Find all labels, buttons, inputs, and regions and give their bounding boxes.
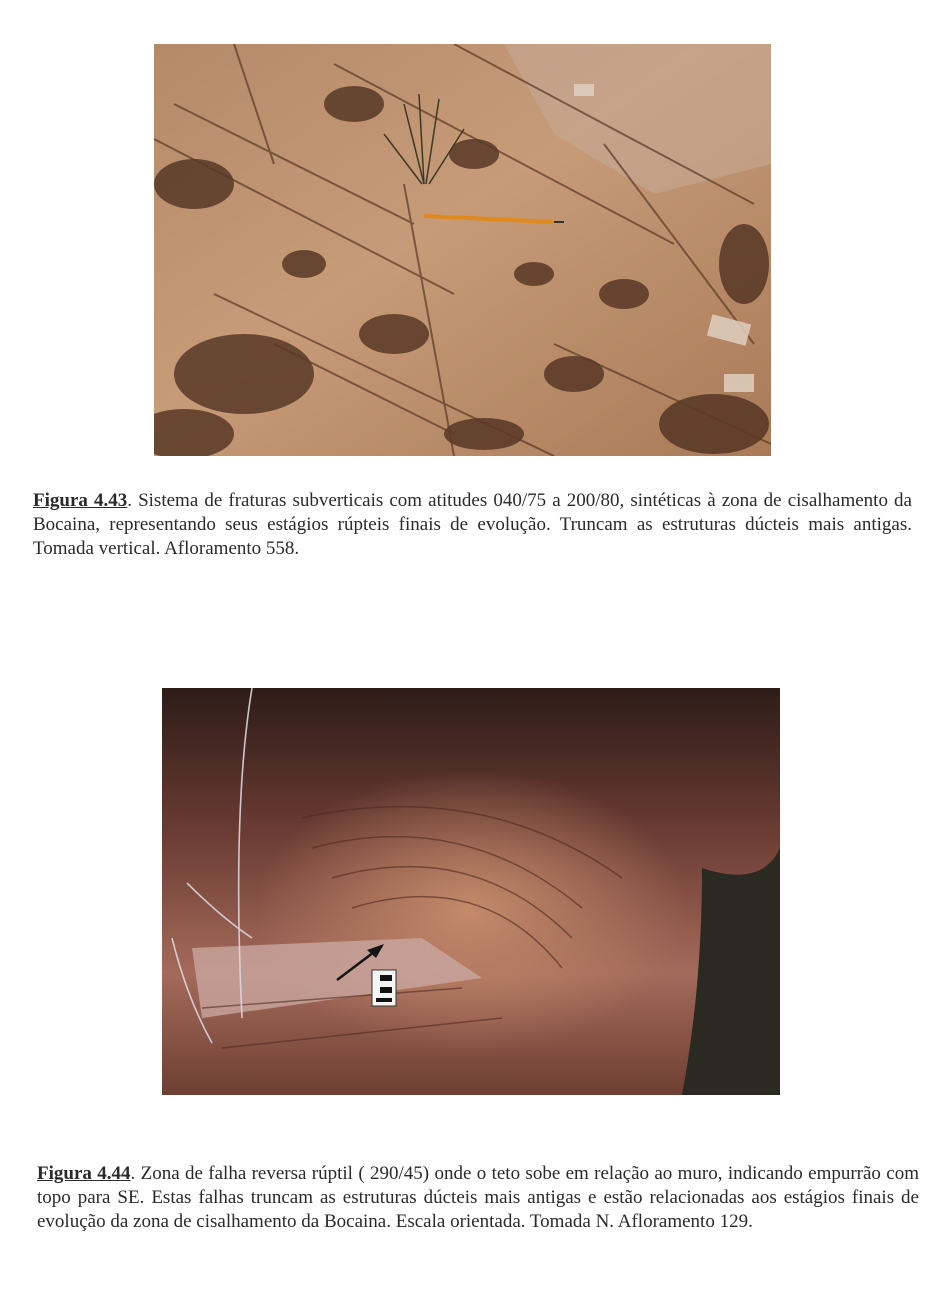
figure-caption-text: . Zona de falha reversa rúptil ( 290/45) onde o teto sobe em relação ao muro, indicando empurrão com topo para SE. Estas falhas truncam as estruturas dúcteis mais antigas e estão relacionadas aos estágios finais de evolução da zona de cisalhamento da Bocaina. Escala orientada. Tomada N. Afloramento 129. — [37, 1163, 919, 1232]
outcrop-photo-reverse-fault — [162, 688, 780, 1095]
figure-caption-text: . Sistema de fraturas subverticais com atitudes 040/75 a 200/80, sintéticas à zona de cisalhamento da Bocaina, representando seus estágios rúpteis finais de evolução. Truncam as estruturas dúcteis mais antigas. Tomada vertical. Afloramento 558. — [33, 490, 912, 559]
figure-label: Figura 4.44 — [37, 1163, 131, 1184]
figure-caption-4-43 — [33, 489, 912, 561]
figure-caption-4-44 — [37, 1162, 919, 1234]
figure-label: Figura 4.43 — [33, 490, 128, 511]
outcrop-photo-fractures — [154, 44, 771, 456]
